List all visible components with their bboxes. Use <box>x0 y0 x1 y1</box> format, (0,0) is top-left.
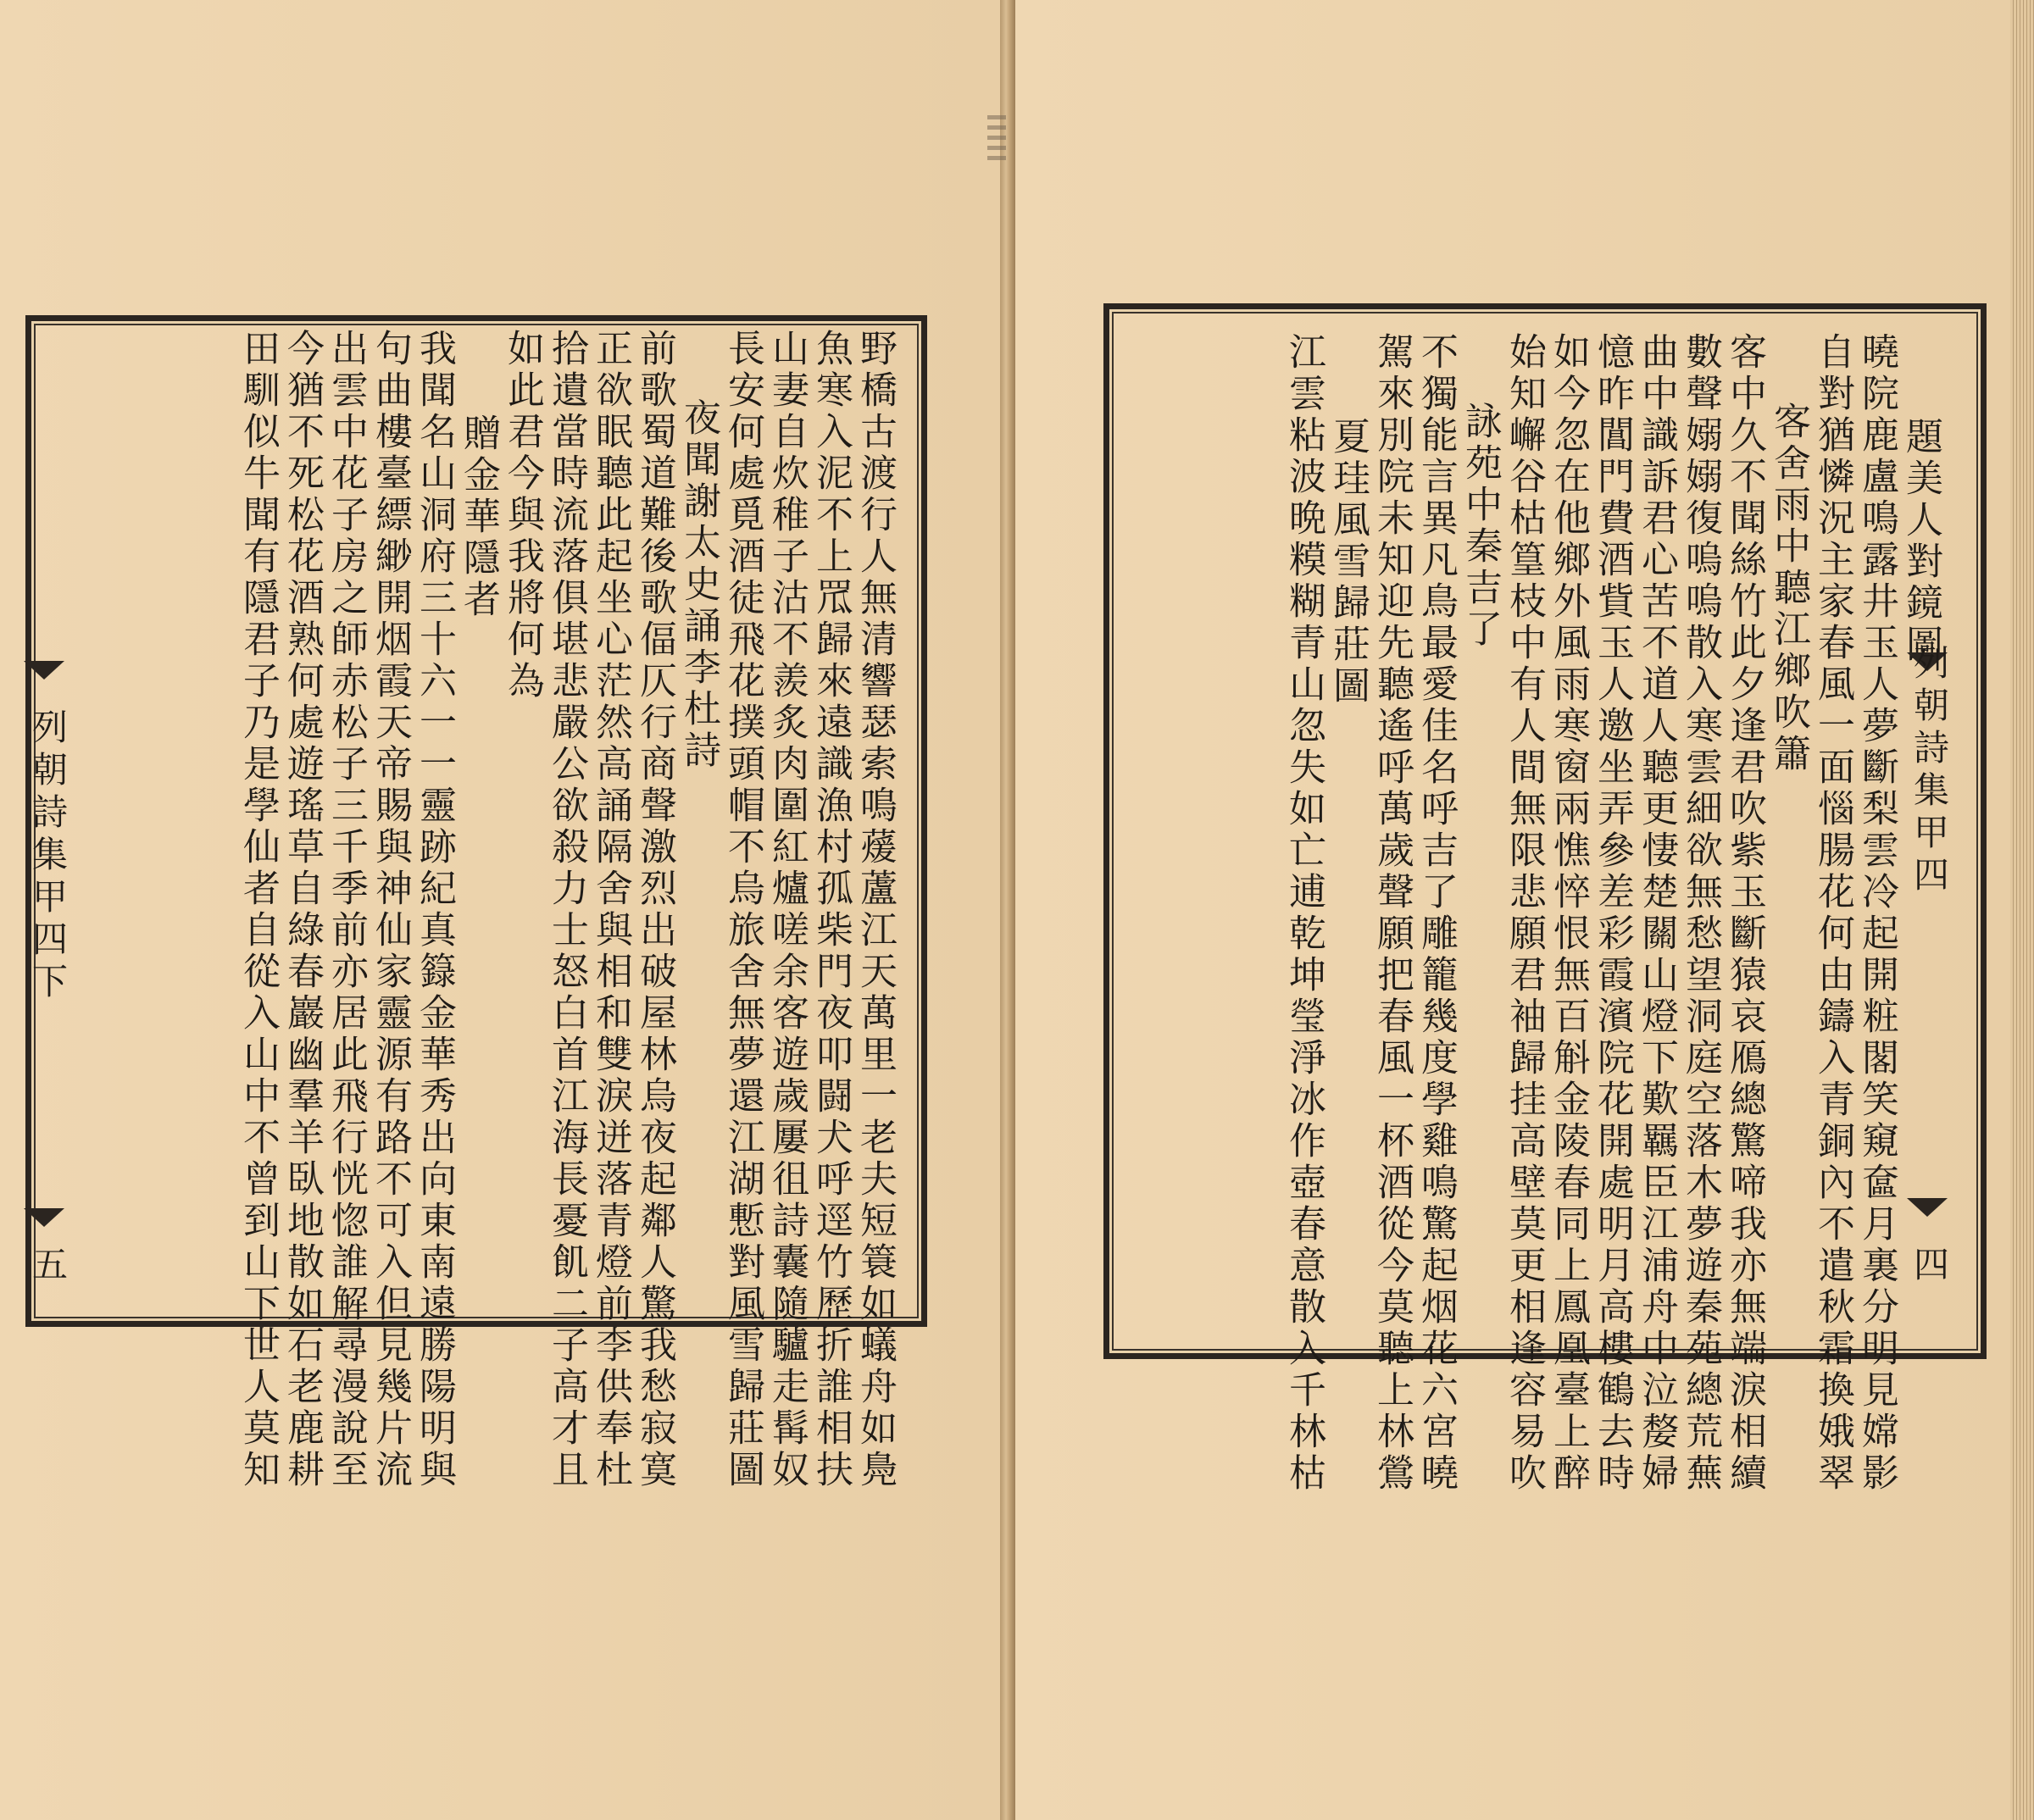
text-column: 自對猶憐況主家春風一面惱腸花何由鑄入青銅內不遣秋霜換娥翠 <box>1811 332 1854 1495</box>
margin-title: 列朝詩集甲四 <box>1909 644 1950 898</box>
margin-title: 列朝詩集甲四下 <box>27 708 69 1005</box>
text-column: 山妻自炊稚子沽不羨炙肉圍紅爐嗟余客遊歲屢徂詩囊隨驢走髯奴 <box>765 329 809 1491</box>
text-column: 曉院鹿盧鳴露井玉人夢斷梨雲冷起開粧閣笑窺奩月裏分明見嫦影 <box>1855 332 1898 1495</box>
poem-title: 贈金華隱者 <box>457 413 500 621</box>
text-column: 駕來別院未知迎先聽遙呼萬歲聲願把春風一杯酒從今莫聽上林鶯 <box>1370 332 1414 1495</box>
poem-title: 詠苑中秦吉了 <box>1459 402 1502 651</box>
text-column: 不獨能言異凡鳥最愛佳名呼吉了雕籠幾度學雞鳴驚起烟花六宮曉 <box>1414 332 1458 1495</box>
text-column: 句曲樓臺縹緲開烟霞天帝賜與神仙家靈源有路不可入但見幾片流 <box>369 329 412 1491</box>
folio-number: 四 <box>1909 1246 1950 1288</box>
text-column: 拾遺當時流落俱堪悲嚴公欲殺力士怒白首江海長憂飢二子高才且 <box>545 329 588 1491</box>
poem-title: 題美人對鏡圖 <box>1899 417 1942 666</box>
text-column: 始知嶰谷枯篁枝中有人間無限悲願君袖歸挂高壁莫更相逢容易吹 <box>1503 332 1546 1495</box>
text-column: 正欲眠聽此起坐心茫然高誦隔舍與相和雙淚迸落青燈前李供奉杜 <box>589 329 632 1491</box>
text-column: 如此君今與我將何為 <box>501 329 544 702</box>
fish-tail-mark <box>24 1208 64 1227</box>
text-column: 長安何處覓酒徒飛花撲頭帽不烏旅舍無夢還江湖慙對風雪歸莊圖 <box>721 329 764 1491</box>
text-column: 野橋古渡行人無清響瑟索鳴蕿蘆江天萬里一老夫短簑如蟻舟如鳧 <box>853 329 897 1491</box>
gutter-stitch-mark <box>987 115 1006 166</box>
text-column: 我聞名山洞府三十六一一靈跡紀真籙金華秀出向東南遠勝陽明與 <box>413 329 456 1491</box>
poem-title: 客舍雨中聽江鄉吹簫 <box>1767 402 1810 775</box>
text-column: 曲中識訴君心苦不道人聽更悽楚關山燈下歎羈臣江浦舟中泣嫠婦 <box>1635 332 1678 1495</box>
text-column: 憶昨閶門費酒貲玉人邀坐弄參差彩霞濱院花開處明月高樓鶴去時 <box>1591 332 1634 1495</box>
left-page-text <box>236 329 897 1491</box>
fish-tail-mark <box>1907 1198 1948 1217</box>
right-page-text <box>1281 332 1942 1495</box>
text-column: 魚寒入泥不上罛歸來遠識漁村孤柴門夜叩闘犬呼逕竹歷折誰相扶 <box>809 329 853 1491</box>
text-column: 田馴似牛聞有隱君子乃是學仙者自從入山中不曾到山下世人莫知 <box>236 329 280 1491</box>
text-column: 前歌蜀道難後歌偪仄行商聲激烈出破屋林烏夜起鄰人驚我愁寂寞 <box>633 329 676 1491</box>
poem-title: 夜聞謝太史誦李杜詩 <box>677 398 720 772</box>
text-column: 如今忽在他鄉外風雨寒窗兩憔悴恨無百斛金陵春同上鳳凰臺上醉 <box>1547 332 1590 1495</box>
poem-title: 夏珪風雪歸莊圖 <box>1326 417 1370 707</box>
book-gutter <box>1000 0 1015 1820</box>
text-column: 江雲粘波晩糢糊青山忽失如亡逋乾坤瑩淨冰作壺春意散入千林枯 <box>1282 332 1325 1495</box>
fish-tail-mark <box>24 661 64 680</box>
folio-number: 五 <box>27 1246 69 1288</box>
text-column: 今猶不死松花酒熟何處遊瑤草自綠春巖幽羣羊臥地散如石老鹿耕 <box>281 329 324 1491</box>
text-column: 數聲嫋嫋復嗚嗚散入寒雲細欲無愁望洞庭空落木夢遊秦苑總荒蕪 <box>1679 332 1722 1495</box>
text-column: 客中久不聞絲竹此夕逢君吹紫玉斷猿哀鴈總驚啼我亦無端淚相續 <box>1723 332 1766 1495</box>
page-stack-edge <box>2010 0 2034 1820</box>
text-column: 出雲中花子房之師赤松子三千季前亦居此飛行恍惚誰解尋漫說至 <box>325 329 368 1491</box>
